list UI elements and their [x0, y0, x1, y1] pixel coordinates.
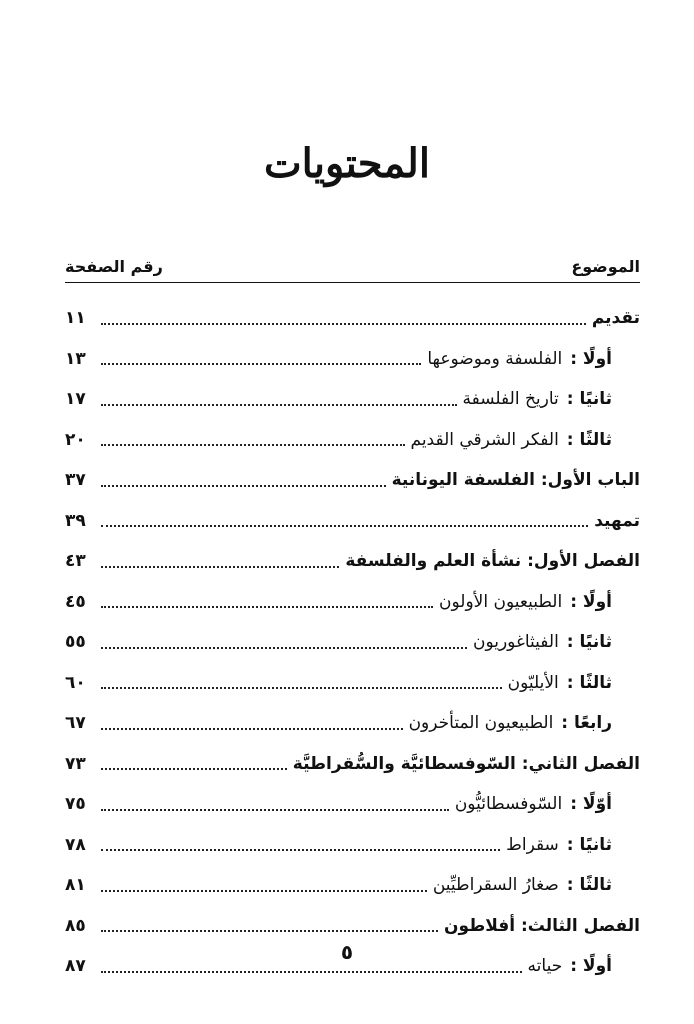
toc-entry [65, 784, 640, 825]
toc-entry-page: ٣٩ [65, 510, 86, 531]
toc-entry-label [339, 551, 640, 571]
toc-entry [65, 379, 640, 420]
dot-leader [101, 929, 438, 932]
toc-entry-page: ٧٥ [65, 794, 86, 815]
page-number-column-label: رقم الصفحة [65, 256, 163, 276]
toc-entry [65, 622, 640, 663]
toc-entry-page: ٦٠ [65, 672, 86, 693]
toc-entry-label [449, 794, 640, 814]
toc-entry [65, 298, 640, 339]
toc-entry-label [433, 592, 640, 612]
page-title: المحتويات [264, 140, 430, 187]
toc-entry-label [386, 470, 640, 490]
toc-entry-label [586, 308, 640, 328]
toc-entry-page: ٧٨ [65, 834, 86, 855]
toc-entry [65, 663, 640, 704]
toc-header [65, 250, 640, 283]
toc-entry-label [427, 875, 640, 895]
toc-entry-page: ٦٧ [65, 713, 86, 734]
toc-entry-ordinal: أولًا : [570, 956, 612, 977]
toc-entry-page: ١٧ [65, 389, 86, 410]
dot-leader [101, 322, 586, 325]
toc-entry-label [457, 389, 640, 409]
toc-entry-page: ٨١ [65, 875, 86, 896]
toc-entry-text: حياته [527, 956, 563, 977]
dot-leader [101, 848, 500, 851]
toc-entry [65, 420, 640, 461]
toc-entry-page: ٤٥ [65, 591, 86, 612]
toc-entry-text: السّوفسطائيُّون [454, 794, 563, 815]
dot-leader [101, 767, 287, 770]
toc-entry-ordinal: أولًا : [570, 348, 612, 369]
toc-entry-text: سقراط [506, 834, 559, 855]
toc-entry-page: ٨٥ [65, 915, 86, 936]
toc-entry-page: ٧٣ [65, 753, 86, 774]
toc-entry-ordinal: ثانيًا : [566, 834, 612, 855]
dot-leader [101, 403, 457, 406]
toc-entry-page: ٢٠ [65, 429, 86, 450]
toc-entry-ordinal: ثالثًا : [566, 875, 612, 896]
toc-entry-label [421, 349, 640, 369]
toc-entry-ordinal: أوّلًا : [570, 794, 612, 815]
toc-entry-text: تاريخ الفلسفة [462, 389, 559, 410]
toc-entry-ordinal: رابعًا : [561, 713, 612, 734]
toc-entry-ordinal: ثانيًا : [566, 632, 612, 653]
dot-leader [101, 524, 588, 527]
toc-entry-text: الأيليّون [507, 672, 559, 693]
dot-leader [101, 646, 467, 649]
toc-entry-page: ٤٣ [65, 551, 86, 572]
toc-entry [65, 339, 640, 380]
toc-entry-label [287, 754, 640, 774]
toc-entry-text: الباب الأول: الفلسفة اليونانية [391, 470, 640, 491]
toc-entry-text: الطبيعيون الأولون [439, 591, 563, 612]
toc-entry-ordinal: ثالثًا : [566, 672, 612, 693]
toc-entry-text: تقديم [591, 308, 640, 329]
toc-entry-text: الطبيعيون المتأخرون [408, 713, 554, 734]
toc-entry-label [403, 713, 640, 733]
toc-entry-page: ٨٧ [65, 956, 86, 977]
toc-entry [65, 865, 640, 906]
toc-entry-page: ١٣ [65, 348, 86, 369]
toc-entry-ordinal: أولًا : [570, 591, 612, 612]
dot-leader [101, 605, 433, 608]
toc-entry-ordinal: ثالثًا : [566, 429, 612, 450]
toc-entry [65, 501, 640, 542]
table-of-contents [65, 298, 640, 987]
toc-entry [65, 825, 640, 866]
toc-entry-label [500, 835, 640, 855]
toc-entry-text: تمهيد [594, 510, 640, 531]
toc-entry-label [588, 511, 640, 531]
toc-entry-label [467, 632, 640, 652]
dot-leader [101, 889, 427, 892]
toc-entry-text: الفيثاغوريون [472, 632, 559, 653]
toc-entry-label [438, 916, 640, 936]
dot-leader [101, 484, 386, 487]
dot-leader [101, 565, 339, 568]
toc-entry-ordinal: ثانيًا : [566, 389, 612, 410]
toc-entry-label [502, 673, 640, 693]
dot-leader [101, 970, 522, 973]
dot-leader [101, 686, 502, 689]
toc-entry-page: ٣٧ [65, 470, 86, 491]
toc-entry [65, 703, 640, 744]
toc-entry-page: ٥٥ [65, 632, 86, 653]
toc-entry-label [405, 430, 641, 450]
dot-leader [101, 727, 403, 730]
toc-entry-text: الفكر الشرقي القديم [410, 429, 559, 450]
dot-leader [101, 443, 405, 446]
dot-leader [101, 808, 449, 811]
page-number: ٥ [340, 940, 354, 964]
toc-entry-text: صغارُ السقراطيِّين [432, 875, 559, 896]
toc-entry-text: الفصل الثالث: أفلاطون [444, 915, 640, 936]
toc-entry [65, 744, 640, 785]
toc-entry-page: ١١ [65, 308, 86, 329]
toc-entry-text: الفلسفة وموضوعها [427, 348, 563, 369]
toc-entry-text: الفصل الثاني: السّوفسطائيَّة والسُّقراطيَّة [292, 753, 640, 774]
toc-entry [65, 541, 640, 582]
toc-entry [65, 460, 640, 501]
toc-entry-text: الفصل الأول: نشأة العلم والفلسفة [345, 551, 640, 572]
toc-entry [65, 582, 640, 623]
dot-leader [101, 362, 421, 365]
topic-column-label: الموضوع [571, 256, 640, 276]
